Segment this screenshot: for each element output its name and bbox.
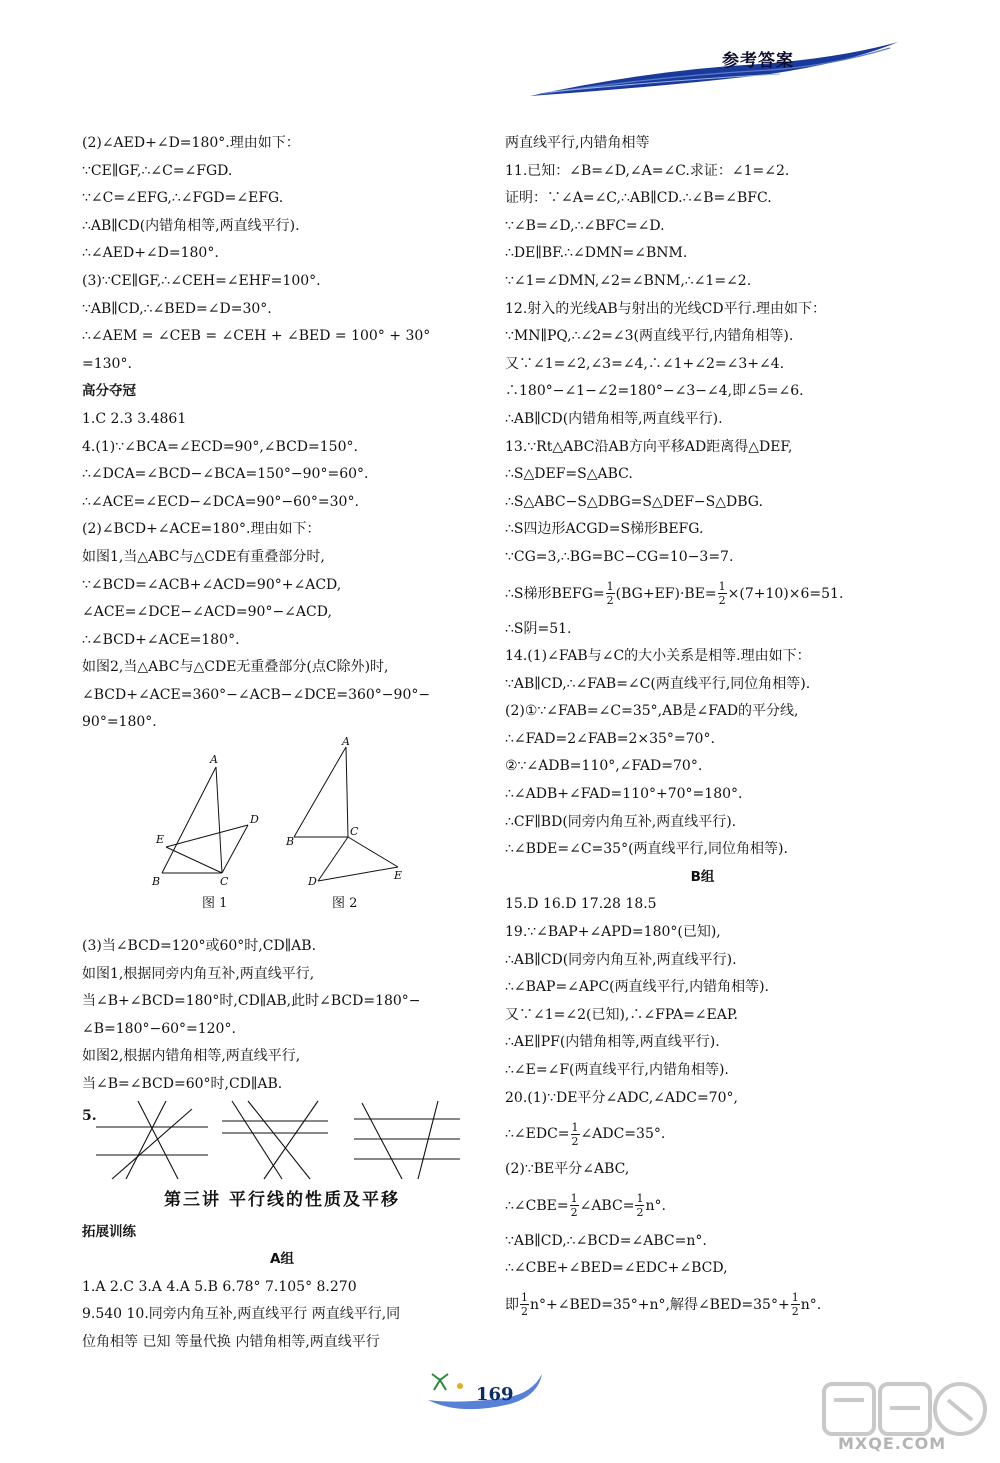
section-heading: 高分夺冠: [82, 383, 136, 400]
answer-block: [82, 1274, 482, 1357]
text-line: 11.已知：∠B=∠D,∠A=∠C.求证：∠1=∠2.: [505, 162, 790, 179]
group-heading: A组: [270, 1251, 294, 1268]
text-line: ∵∠C=∠EFG,∴∠FGD=∠EFG.: [82, 190, 284, 207]
text-line: ∵AB∥CD,∴∠BCD=∠ABC=n°.: [505, 1232, 707, 1249]
answer-block: [505, 616, 900, 864]
text-line: ∴S△ABC−S△DBG=S△DEF−S△DBG.: [505, 493, 763, 510]
text-line: 位角相等 已知 等量代换 内错角相等,两直线平行: [82, 1334, 380, 1350]
fraction-denominator: 2: [791, 1305, 799, 1319]
fraction-numerator: 1: [636, 1192, 644, 1206]
text-line: ∴∠CBE+∠BED=∠EDC+∠BCD,: [505, 1260, 728, 1277]
fraction-numerator: 1: [718, 580, 726, 593]
text-line: ∴AE∥PF(内错角相等,两直线平行).: [505, 1034, 720, 1051]
text-line: ∠ACE=∠DCE−∠ACD=90°−∠ACD,: [82, 604, 332, 621]
text-line: (3)∵CE∥GF,∴∠CEH=∠EHF=100°.: [82, 272, 321, 289]
text-line: 证明：∵∠A=∠C,∴AB∥CD.∴∠B=∠BFC.: [505, 190, 772, 207]
text-line: 13.∵Rt△ABC沿AB方向平移AD距离得△DEF,: [505, 438, 793, 455]
text-line: 12.射入的光线AB与射出的光线CD平行.理由如下：: [505, 300, 827, 317]
fraction: [520, 1291, 529, 1318]
page-number: 169: [476, 1384, 514, 1405]
fraction: [635, 1192, 644, 1219]
text-line: ∴∠BDE=∠C=35°(两直线平行,同位角相等).: [505, 841, 788, 858]
figure-2-label: D: [308, 875, 317, 889]
watermark-url: MXQE.COM: [838, 1434, 947, 1453]
figure-1-caption: 图 1: [202, 896, 228, 912]
fraction-denominator: 2: [606, 594, 614, 607]
fraction-numerator: 1: [571, 1120, 579, 1134]
text-line: ∠BCD+∠ACE=360°−∠ACB−∠DCE=360°−90°−: [82, 686, 431, 703]
text-line: ∵CE∥GF,∴∠C=∠FGD.: [82, 162, 233, 179]
fraction: [570, 1192, 579, 1219]
figure-2-label: E: [394, 869, 403, 883]
text-line: ∴∠BAP=∠APC(两直线平行,内错角相等).: [505, 979, 769, 996]
text-line: 又∵∠1=∠2(已知),∴∠FPA=∠EAP.: [505, 1006, 738, 1023]
q20-final-formula: [505, 1283, 900, 1327]
text-line: ∴∠ADB+∠FAD=110°+70°=180°.: [505, 786, 743, 803]
text-line: ∴180°−∠1−∠2=180°−∠3−∠4,即∠5=∠6.: [505, 383, 804, 400]
q5-lines-svg: [82, 1099, 482, 1181]
text-line: (3)当∠BCD=120°或60°时,CD∥AB.: [82, 938, 317, 955]
text-line: ∵AB∥CD,∴∠FAB=∠C(两直线平行,同位角相等).: [505, 675, 811, 692]
left-column: [82, 130, 482, 1357]
formula-text: ∴∠CBE=: [505, 1197, 569, 1214]
q5-figure-2: [222, 1101, 328, 1179]
formula-text: ∠ABC=: [579, 1197, 635, 1214]
figure-1: [162, 767, 248, 873]
text-line: ∴CF∥BD(同旁内角互补,两直线平行).: [505, 813, 737, 830]
figure-2-caption: 图 2: [332, 896, 358, 912]
text-line: 15.D 16.D 17.28 18.5: [505, 896, 657, 913]
figure-2-label: A: [342, 737, 350, 749]
text-line: ∴∠AEM = ∠CEB = ∠CEH + ∠BED = 100° + 30°: [82, 328, 431, 345]
text-line: ∴∠ACE=∠ECD−∠DCA=90°−60°=30°.: [82, 493, 359, 510]
figure-2-label: C: [350, 825, 359, 839]
fraction-numerator: 1: [606, 580, 614, 593]
formula-text: 即: [505, 1296, 519, 1313]
fraction: [606, 580, 615, 607]
text-line: 又∵∠1=∠2,∠3=∠4,∴∠1+∠2=∠3+∠4.: [505, 355, 785, 372]
text-line: 如图1,当△ABC与△CDE有重叠部分时,: [82, 548, 325, 565]
fraction: [571, 1121, 580, 1148]
figure-2-label: B: [286, 835, 295, 849]
text-line: (2)∠AED+∠D=180°.理由如下：: [82, 135, 300, 151]
text-line: 90°=180°.: [82, 714, 157, 731]
text-line: 1.C 2.3 3.4861: [82, 410, 187, 427]
text-line: (2)∵BE平分∠ABC,: [505, 1161, 630, 1178]
text-line: 9.540 10.同旁内角互补,两直线平行 两直线平行,同: [82, 1306, 401, 1323]
text-line: ∵∠1=∠DMN,∠2=∠BNM,∴∠1=∠2.: [505, 272, 752, 289]
section-heading: 拓展训练: [82, 1223, 136, 1240]
q13-formula: [505, 572, 900, 616]
q20-edc-formula: [505, 1112, 900, 1156]
figure-1-label: D: [250, 813, 259, 827]
answer-block: [505, 891, 900, 1112]
header-title: 参考答案: [722, 51, 794, 71]
formula-text: n°.: [800, 1296, 822, 1313]
formula-text: n°+∠BED=35°+n°,解得∠BED=35°+: [530, 1296, 790, 1313]
figure-2: [294, 747, 398, 881]
figure-1-label: B: [152, 875, 161, 889]
text-line: ∴∠FAD=2∠FAB=2×35°=70°.: [505, 730, 715, 747]
figures-svg: [82, 737, 482, 933]
text-line: ∴S△DEF=S△ABC.: [505, 466, 633, 483]
text-line: ②∵∠ADB=110°,∠FAD=70°.: [505, 758, 703, 775]
text-line: ∴∠AED+∠D=180°.: [82, 245, 219, 262]
text-line: ∴∠DCA=∠BCD−∠BCA=150°−90°=60°.: [82, 466, 369, 483]
fraction-denominator: 2: [521, 1305, 528, 1319]
text-line: ∵MN∥PQ,∴∠2=∠3(两直线平行,内错角相等).: [505, 328, 794, 345]
answer-block: [82, 406, 482, 737]
answer-block: [505, 130, 900, 572]
fraction-denominator: 2: [718, 594, 726, 607]
header-banner: [530, 40, 910, 100]
formula-text: ×(7+10)×6=51.: [727, 585, 844, 602]
fraction: [791, 1291, 800, 1318]
figure-1-label: E: [156, 833, 165, 847]
answer-block: [505, 1228, 900, 1283]
q5-figure-1: [96, 1101, 208, 1179]
q20-cbe-formula: [505, 1184, 900, 1228]
text-line: ∴AB∥CD(内错角相等,两直线平行).: [82, 217, 300, 234]
text-line: ∴DE∥BF.∴∠DMN=∠BNM.: [505, 245, 688, 262]
q5-label: 5.: [82, 1107, 97, 1124]
text-line: ∴AB∥CD(内错角相等,两直线平行).: [505, 410, 723, 427]
text-line: ∴AB∥CD(同旁内角互补,两直线平行).: [505, 951, 737, 968]
formula-text: ∴S梯形BEFG=: [505, 585, 605, 602]
fraction-numerator: 1: [521, 1291, 528, 1305]
right-column: [505, 130, 900, 1327]
text-line: ∵CG=3,∴BG=BC−CG=10−3=7.: [505, 548, 734, 565]
text-line: ∴S四边形ACGD=S梯形BEFG.: [505, 521, 704, 538]
text-line: 两直线平行,内错角相等: [505, 135, 650, 151]
text-line: 如图1,根据同旁内角互补,两直线平行,: [82, 965, 315, 982]
text-line: 当∠B=∠BCD=60°时,CD∥AB.: [82, 1076, 283, 1093]
text-line: 19.∵∠BAP+∠APD=180°(已知),: [505, 924, 721, 941]
text-line: (2)①∵∠FAB=∠C=35°,AB是∠FAD的平分线,: [505, 703, 799, 720]
text-line: 1.A 2.C 3.A 4.A 5.B 6.78° 7.105° 8.270: [82, 1278, 357, 1295]
formula-text: (BG+EF)·BE=: [615, 585, 717, 602]
fraction-numerator: 1: [570, 1192, 578, 1206]
text-line: (2)∠BCD+∠ACE=180°.理由如下：: [82, 521, 321, 538]
text-line: ∴∠BCD+∠ACE=180°.: [82, 631, 240, 648]
text-line: ∵∠BCD=∠ACB+∠ACD=90°+∠ACD,: [82, 576, 342, 593]
text-line: 4.(1)∵∠BCA=∠ECD=90°,∠BCD=150°.: [82, 438, 358, 455]
text-line: 当∠B+∠BCD=180°时,CD∥AB,此时∠BCD=180°−: [82, 993, 421, 1010]
text-line: =130°.: [82, 355, 132, 372]
text-line: 14.(1)∠FAB与∠C的大小关系是相等.理由如下：: [505, 648, 811, 665]
answer-block: [82, 933, 482, 1099]
fraction-denominator: 2: [570, 1206, 578, 1220]
text-line: 20.(1)∵DE平分∠ADC,∠ADC=70°,: [505, 1089, 738, 1106]
chapter-title: 第三讲 平行线的性质及平移: [164, 1189, 400, 1210]
text-line: ∵AB∥CD,∴∠BED=∠D=30°.: [82, 300, 272, 317]
formula-text: n°.: [645, 1197, 666, 1214]
fraction-denominator: 2: [571, 1134, 579, 1148]
formula-text: ∠ADC=35°.: [580, 1126, 666, 1143]
figure-1-label: C: [220, 875, 229, 889]
text-line: 如图2,当△ABC与△CDE无重叠部分(点C除外)时,: [82, 659, 389, 676]
text-line: ∴∠E=∠F(两直线平行,内错角相等).: [505, 1062, 729, 1078]
formula-text: ∴∠EDC=: [505, 1126, 570, 1143]
q5-figures: [82, 1099, 482, 1181]
fraction-denominator: 2: [636, 1206, 644, 1220]
geometry-figures: [82, 737, 482, 933]
figure-1-label: A: [210, 753, 218, 767]
fraction: [718, 580, 727, 607]
text-line: ∵∠B=∠D,∴∠BFC=∠D.: [505, 217, 665, 234]
fraction-numerator: 1: [791, 1291, 799, 1305]
text-line: ∠B=180°−60°=120°.: [82, 1020, 236, 1037]
group-heading: B组: [690, 868, 715, 885]
text-line: ∴S阴=51.: [505, 620, 572, 637]
answer-block: [82, 130, 482, 378]
text-line: 如图2,根据内错角相等,两直线平行,: [82, 1048, 301, 1065]
q5-figure-3: [354, 1101, 460, 1179]
